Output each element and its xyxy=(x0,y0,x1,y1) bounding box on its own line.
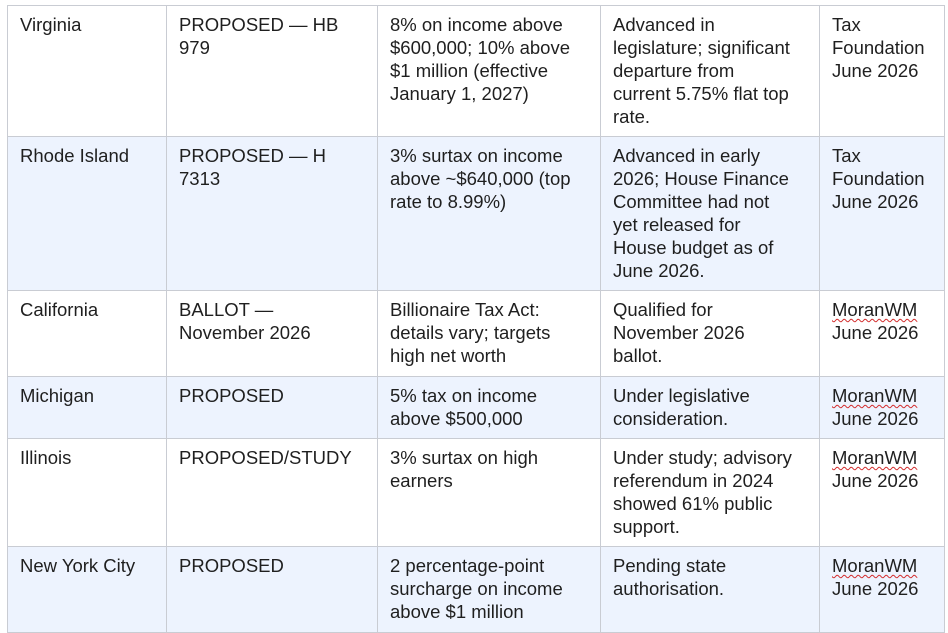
source-text-line: Foundation xyxy=(832,37,925,58)
progress-text-line: rate. xyxy=(613,106,651,127)
status-text-line: 7313 xyxy=(179,168,221,189)
status-text-line: PROPOSED xyxy=(179,555,284,576)
state-text: California xyxy=(20,299,99,320)
progress-text-line: authorisation. xyxy=(613,578,725,599)
table-row xyxy=(8,547,945,633)
table-row xyxy=(8,377,945,439)
progress-text-line: departure from xyxy=(613,60,735,81)
table-body xyxy=(8,6,945,633)
progress-text-line: Committee had not xyxy=(613,191,770,212)
progress-text-line: Under legislative xyxy=(613,385,750,406)
source-cell xyxy=(820,377,945,439)
progress-text-line: consideration. xyxy=(613,408,729,429)
proposal-text-line: above $500,000 xyxy=(390,408,523,429)
proposal-text-line: 3% surtax on high xyxy=(390,447,539,468)
source-cell xyxy=(820,547,945,633)
source-text-line: June 2026 xyxy=(832,60,919,81)
progress-cell xyxy=(601,291,820,377)
source-text-line: June 2026 xyxy=(832,408,919,429)
source-cell xyxy=(820,137,945,291)
proposal-text-line: surcharge on income xyxy=(390,578,563,599)
proposal-text-line: above $1 million xyxy=(390,601,524,622)
source-cell xyxy=(820,291,945,377)
source-text-line: June 2026 xyxy=(832,191,919,212)
status-cell xyxy=(167,137,378,291)
proposal-text-line: $1 million (effective xyxy=(390,60,549,81)
progress-text-line: yet released for xyxy=(613,214,741,235)
status-cell xyxy=(167,377,378,439)
state-cell xyxy=(8,137,167,291)
proposal-text-line: details vary; targets xyxy=(390,322,551,343)
source-text-line: MoranWM xyxy=(832,555,918,576)
progress-text-line: Pending state xyxy=(613,555,727,576)
progress-text-line: ballot. xyxy=(613,345,663,366)
status-text-line: PROPOSED — HB xyxy=(179,14,339,35)
progress-text-line: Under study; advisory xyxy=(613,447,792,468)
progress-text-line: showed 61% public xyxy=(613,493,773,514)
progress-text-line: June 2026. xyxy=(613,260,705,281)
state-cell xyxy=(8,377,167,439)
source-text-line: MoranWM xyxy=(832,447,918,468)
status-cell xyxy=(167,439,378,547)
progress-text-line: legislature; significant xyxy=(613,37,790,58)
source-cell xyxy=(820,6,945,137)
proposal-text-line: high net worth xyxy=(390,345,507,366)
table-row xyxy=(8,6,945,137)
source-text-line: June 2026 xyxy=(832,578,919,599)
source-text-line: June 2026 xyxy=(832,470,919,491)
progress-cell xyxy=(601,137,820,291)
status-text-line: 979 xyxy=(179,37,210,58)
progress-text-line: November 2026 xyxy=(613,322,745,343)
source-text-line: Tax xyxy=(832,14,861,35)
proposal-text-line: Billionaire Tax Act: xyxy=(390,299,540,320)
state-cell xyxy=(8,6,167,137)
progress-text-line: House budget as of xyxy=(613,237,774,258)
proposal-cell xyxy=(378,291,601,377)
tax-proposals-table xyxy=(7,5,945,633)
status-cell xyxy=(167,291,378,377)
state-cell xyxy=(8,547,167,633)
status-text-line: PROPOSED xyxy=(179,385,284,406)
table-row xyxy=(8,137,945,291)
progress-text-line: Advanced in early xyxy=(613,145,761,166)
progress-text-line: Qualified for xyxy=(613,299,713,320)
state-text: Michigan xyxy=(20,385,95,406)
proposal-cell xyxy=(378,547,601,633)
proposal-text-line: above ~$640,000 (top xyxy=(390,168,571,189)
state-text: New York City xyxy=(20,555,136,576)
proposal-text-line: rate to 8.99%) xyxy=(390,191,507,212)
proposal-text-line: 8% on income above xyxy=(390,14,563,35)
status-text-line: BALLOT — xyxy=(179,299,274,320)
progress-text-line: Advanced in xyxy=(613,14,715,35)
proposal-cell xyxy=(378,6,601,137)
proposal-text-line: $600,000; 10% above xyxy=(390,37,571,58)
state-text: Illinois xyxy=(20,447,72,468)
status-cell xyxy=(167,6,378,137)
proposal-cell xyxy=(378,377,601,439)
proposal-text-line: 2 percentage-point xyxy=(390,555,545,576)
source-text-line: Foundation xyxy=(832,168,925,189)
state-text: Rhode Island xyxy=(20,145,130,166)
source-cell xyxy=(820,439,945,547)
proposal-cell xyxy=(378,439,601,547)
progress-cell xyxy=(601,6,820,137)
state-text: Virginia xyxy=(20,14,82,35)
proposal-cell xyxy=(378,137,601,291)
proposal-text-line: 5% tax on income xyxy=(390,385,538,406)
source-text-line: June 2026 xyxy=(832,322,919,343)
progress-cell xyxy=(601,547,820,633)
status-text-line: November 2026 xyxy=(179,322,311,343)
progress-text-line: 2026; House Finance xyxy=(613,168,789,189)
table-row xyxy=(8,291,945,377)
progress-text-line: support. xyxy=(613,516,680,537)
progress-cell xyxy=(601,377,820,439)
state-cell xyxy=(8,291,167,377)
source-text-line: MoranWM xyxy=(832,299,918,320)
progress-text-line: current 5.75% flat top xyxy=(613,83,789,104)
status-text-line: PROPOSED — H xyxy=(179,145,326,166)
table-row xyxy=(8,439,945,547)
proposal-text-line: earners xyxy=(390,470,453,491)
status-text-line: PROPOSED/STUDY xyxy=(179,447,352,468)
proposal-text-line: 3% surtax on income xyxy=(390,145,563,166)
status-cell xyxy=(167,547,378,633)
progress-text-line: referendum in 2024 xyxy=(613,470,774,491)
source-text-line: MoranWM xyxy=(832,385,918,406)
proposal-text-line: January 1, 2027) xyxy=(390,83,529,104)
progress-cell xyxy=(601,439,820,547)
source-text-line: Tax xyxy=(832,145,861,166)
state-cell xyxy=(8,439,167,547)
